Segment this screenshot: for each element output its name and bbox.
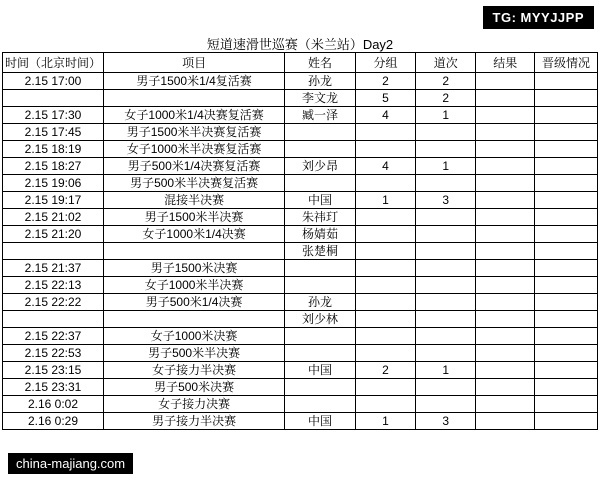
cell-result — [476, 209, 535, 226]
cell-group — [355, 294, 415, 311]
cell-qualify — [535, 209, 598, 226]
table-row — [3, 260, 598, 277]
cell-lane: 2 — [416, 73, 476, 90]
cell-event: 混接半决赛 — [104, 192, 285, 209]
cell-group — [355, 226, 415, 243]
cell-name — [285, 141, 356, 158]
cell-event: 男子500米半决赛复活赛 — [104, 175, 285, 192]
cell-lane — [416, 124, 476, 141]
cell-lane — [416, 209, 476, 226]
cell-time: 2.16 0:29 — [3, 413, 104, 430]
cell-event: 男子500米1/4决赛 — [104, 294, 285, 311]
cell-group — [355, 209, 415, 226]
cell-time: 2.15 23:31 — [3, 379, 104, 396]
table-body — [3, 73, 598, 430]
cell-name: 中国 — [285, 192, 356, 209]
cell-event: 男子1500米半决赛 — [104, 209, 285, 226]
cell-time — [3, 90, 104, 107]
cell-result — [476, 175, 535, 192]
cell-event — [104, 243, 285, 260]
cell-result — [476, 311, 535, 328]
cell-time: 2.15 18:27 — [3, 158, 104, 175]
cell-name: 中国 — [285, 413, 356, 430]
cell-group — [355, 328, 415, 345]
cell-result — [476, 362, 535, 379]
cell-lane — [416, 396, 476, 413]
cell-time: 2.16 0:02 — [3, 396, 104, 413]
cell-lane: 3 — [416, 192, 476, 209]
cell-event: 女子1000米决赛 — [104, 328, 285, 345]
cell-name — [285, 277, 356, 294]
cell-name: 杨婧茹 — [285, 226, 356, 243]
page-title: 短道速滑世巡赛（米兰站）Day2 — [206, 37, 394, 52]
cell-result — [476, 73, 535, 90]
cell-time: 2.15 21:02 — [3, 209, 104, 226]
table-row — [3, 158, 598, 175]
cell-name — [285, 396, 356, 413]
cell-name: 刘少林 — [285, 311, 356, 328]
cell-qualify — [535, 192, 598, 209]
cell-group: 2 — [355, 362, 415, 379]
cell-lane: 1 — [416, 107, 476, 124]
cell-qualify — [535, 328, 598, 345]
cell-time: 2.15 17:00 — [3, 73, 104, 90]
cell-event: 女子接力决赛 — [104, 396, 285, 413]
table-row — [3, 175, 598, 192]
cell-result — [476, 277, 535, 294]
cell-qualify — [535, 345, 598, 362]
cell-name — [285, 175, 356, 192]
cell-lane — [416, 141, 476, 158]
table-row — [3, 243, 598, 260]
cell-qualify — [535, 73, 598, 90]
cell-time: 2.15 22:53 — [3, 345, 104, 362]
header-result: 结果 — [476, 53, 535, 73]
table-row — [3, 379, 598, 396]
table-row — [3, 294, 598, 311]
table-row — [3, 328, 598, 345]
cell-result — [476, 379, 535, 396]
cell-event: 男子1500米半决赛复活赛 — [104, 124, 285, 141]
cell-name: 刘少昂 — [285, 158, 356, 175]
cell-lane: 1 — [416, 362, 476, 379]
tg-badge: TG: MYYJJPP — [483, 6, 594, 29]
table-row — [3, 277, 598, 294]
cell-qualify — [535, 158, 598, 175]
cell-event — [104, 311, 285, 328]
table-row — [3, 90, 598, 107]
header-event: 项目 — [104, 53, 285, 73]
cell-qualify — [535, 362, 598, 379]
cell-time: 2.15 22:37 — [3, 328, 104, 345]
table-row — [3, 396, 598, 413]
cell-group: 5 — [355, 90, 415, 107]
cell-event: 女子接力半决赛 — [104, 362, 285, 379]
table-row — [3, 141, 598, 158]
cell-result — [476, 90, 535, 107]
table-row — [3, 73, 598, 90]
cell-result — [476, 413, 535, 430]
cell-name: 孙龙 — [285, 294, 356, 311]
cell-qualify — [535, 379, 598, 396]
cell-group: 4 — [355, 158, 415, 175]
cell-group: 4 — [355, 107, 415, 124]
cell-lane — [416, 226, 476, 243]
cell-name — [285, 328, 356, 345]
cell-lane — [416, 175, 476, 192]
cell-event: 男子500米决赛 — [104, 379, 285, 396]
cell-event: 女子1000米半决赛复活赛 — [104, 141, 285, 158]
cell-lane — [416, 345, 476, 362]
table-row — [3, 345, 598, 362]
cell-name: 朱祎玎 — [285, 209, 356, 226]
cell-time: 2.15 17:45 — [3, 124, 104, 141]
cell-result — [476, 396, 535, 413]
cell-result — [476, 192, 535, 209]
cell-qualify — [535, 175, 598, 192]
cell-qualify — [535, 413, 598, 430]
cell-lane — [416, 294, 476, 311]
cell-lane — [416, 277, 476, 294]
cell-result — [476, 328, 535, 345]
table-row — [3, 192, 598, 209]
cell-name — [285, 124, 356, 141]
cell-time: 2.15 23:15 — [3, 362, 104, 379]
cell-group — [355, 243, 415, 260]
cell-result — [476, 294, 535, 311]
cell-name — [285, 379, 356, 396]
cell-result — [476, 260, 535, 277]
cell-name — [285, 345, 356, 362]
table-header — [3, 53, 598, 73]
table-row — [3, 107, 598, 124]
cell-group — [355, 260, 415, 277]
cell-event: 男子接力半决赛 — [104, 413, 285, 430]
cell-group — [355, 277, 415, 294]
cell-name — [285, 260, 356, 277]
cell-lane — [416, 243, 476, 260]
table-row — [3, 226, 598, 243]
cell-result — [476, 226, 535, 243]
site-watermark: china-majiang.com — [8, 453, 133, 474]
cell-event: 男子1500米决赛 — [104, 260, 285, 277]
cell-lane — [416, 311, 476, 328]
cell-event: 男子500米1/4决赛复活赛 — [104, 158, 285, 175]
cell-time — [3, 311, 104, 328]
table-row — [3, 311, 598, 328]
cell-group — [355, 345, 415, 362]
cell-event: 女子1000米半决赛 — [104, 277, 285, 294]
cell-result — [476, 141, 535, 158]
cell-group: 1 — [355, 413, 415, 430]
cell-time — [3, 243, 104, 260]
header-group: 分组 — [355, 53, 415, 73]
table-row — [3, 362, 598, 379]
cell-time: 2.15 22:13 — [3, 277, 104, 294]
cell-qualify — [535, 260, 598, 277]
table-row — [3, 209, 598, 226]
cell-qualify — [535, 294, 598, 311]
cell-name: 臧一泽 — [285, 107, 356, 124]
cell-time: 2.15 19:06 — [3, 175, 104, 192]
cell-qualify — [535, 226, 598, 243]
cell-name: 李文龙 — [285, 90, 356, 107]
cell-group — [355, 141, 415, 158]
cell-qualify — [535, 243, 598, 260]
cell-lane: 3 — [416, 413, 476, 430]
cell-time: 2.15 21:20 — [3, 226, 104, 243]
cell-name: 中国 — [285, 362, 356, 379]
cell-result — [476, 345, 535, 362]
cell-group: 1 — [355, 192, 415, 209]
cell-qualify — [535, 277, 598, 294]
cell-group: 2 — [355, 73, 415, 90]
cell-event — [104, 90, 285, 107]
cell-name: 孙龙 — [285, 73, 356, 90]
cell-qualify — [535, 141, 598, 158]
cell-qualify — [535, 124, 598, 141]
cell-result — [476, 124, 535, 141]
cell-qualify — [535, 311, 598, 328]
cell-time: 2.15 19:17 — [3, 192, 104, 209]
header-row — [3, 53, 598, 73]
cell-name: 张楚桐 — [285, 243, 356, 260]
header-lane: 道次 — [416, 53, 476, 73]
cell-result — [476, 158, 535, 175]
cell-group — [355, 396, 415, 413]
cell-time: 2.15 17:30 — [3, 107, 104, 124]
header-name: 姓名 — [285, 53, 356, 73]
header-time: 时间（北京时间） — [3, 53, 104, 73]
cell-qualify — [535, 396, 598, 413]
cell-time: 2.15 22:22 — [3, 294, 104, 311]
cell-time: 2.15 18:19 — [3, 141, 104, 158]
cell-time: 2.15 21:37 — [3, 260, 104, 277]
cell-group — [355, 379, 415, 396]
header-qualify: 晋级情况 — [535, 53, 598, 73]
schedule-table — [2, 52, 598, 430]
cell-group — [355, 311, 415, 328]
cell-lane — [416, 379, 476, 396]
cell-result — [476, 107, 535, 124]
cell-event: 女子1000米1/4决赛 — [104, 226, 285, 243]
cell-group — [355, 175, 415, 192]
cell-group — [355, 124, 415, 141]
cell-lane: 1 — [416, 158, 476, 175]
cell-result — [476, 243, 535, 260]
cell-qualify — [535, 90, 598, 107]
cell-event: 男子500米半决赛 — [104, 345, 285, 362]
cell-event: 男子1500米1/4复活赛 — [104, 73, 285, 90]
cell-lane — [416, 328, 476, 345]
table-row — [3, 413, 598, 430]
cell-lane: 2 — [416, 90, 476, 107]
table-row — [3, 124, 598, 141]
cell-qualify — [535, 107, 598, 124]
cell-lane — [416, 260, 476, 277]
cell-event: 女子1000米1/4决赛复活赛 — [104, 107, 285, 124]
